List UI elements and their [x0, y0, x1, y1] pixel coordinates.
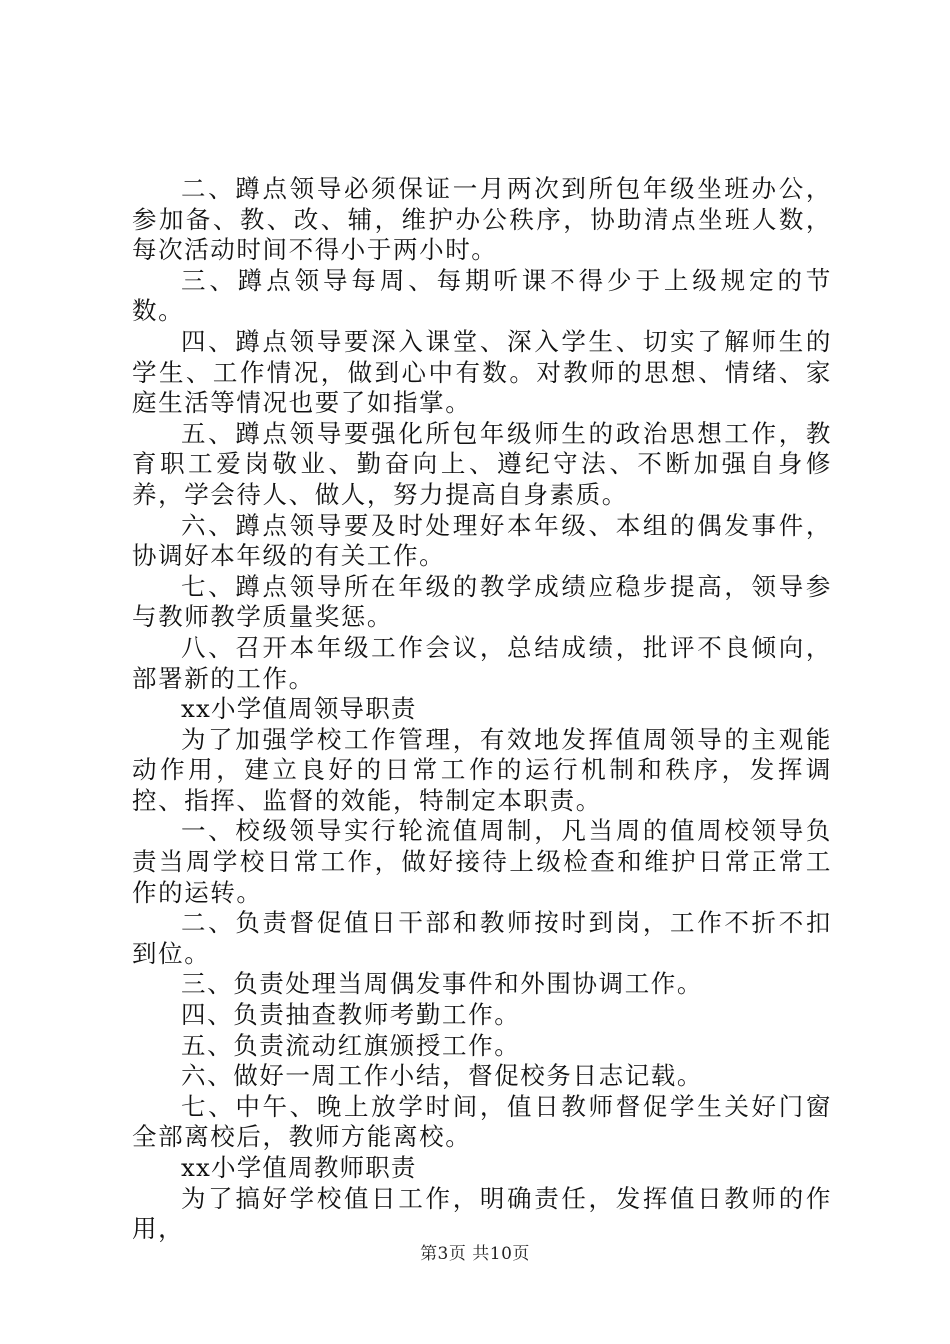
paragraph-leader-7: 七、中午、晚上放学时间，值日教师督促学生关好门窗全部离校后，教师方能离校。: [132, 1091, 832, 1152]
paragraph-leader-2: 二、负责督促值日干部和教师按时到岗，工作不折不扣到位。: [132, 908, 832, 968]
paragraph-leader-6: 六、做好一周工作小结，督促校务日志记载。: [181, 1061, 703, 1091]
paragraph-duty-6: 六、蹲点领导要及时处理好本年级、本组的偶发事件，协调好本年级的有关工作。: [132, 510, 832, 571]
paragraph-leader-intro: 为了加强学校工作管理，有效地发挥值周领导的主观能动作用，建立良好的日常工作的运行机制和秩序，发挥调控、指挥、监督的效能，特制定本职责。: [132, 724, 832, 815]
paragraph-leader-3: 三、负责处理当周偶发事件和外围协调工作。: [181, 969, 703, 999]
paragraph-leader-4: 四、负责抽查教师考勤工作。: [181, 1000, 521, 1030]
section-heading-weekly-teacher: xx小学值周教师职责: [181, 1153, 417, 1182]
document-body: [132, 174, 832, 1245]
paragraph-duty-2: 二、蹲点领导必须保证一月两次到所包年级坐班办公，参加备、教、改、辅，维护办公秩序，协助清点坐班人数，每次活动时间不得小于两小时。: [132, 174, 832, 265]
section-heading-weekly-leader: xx小学值周领导职责: [181, 694, 417, 724]
paragraph-duty-7: 七、蹲点领导所在年级的教学成绩应稳步提高，领导参与教师教学质量奖惩。: [132, 571, 832, 632]
paragraph-duty-4: 四、蹲点领导要深入课堂、深入学生、切实了解师生的学生、工作情况，做到心中有数。对教师的思想、情绪、家庭生活等情况也要了如指掌。: [132, 326, 832, 418]
paragraph-leader-5: 五、负责流动红旗颁授工作。: [181, 1030, 521, 1060]
page-footer: 第3页 共10页: [420, 1244, 530, 1264]
paragraph-duty-3: 三、蹲点领导每周、每期听课不得少于上级规定的节数。: [132, 265, 832, 326]
paragraph-leader-1: 一、校级领导实行轮流值周制，凡当周的值周校领导负责当周学校日常工作，做好接待上级检查和维护日常正常工作的运转。: [132, 816, 832, 907]
paragraph-duty-5: 五、蹲点领导要强化所包年级师生的政治思想工作，教育职工爱岗敬业、勤奋向上、遵纪守法、不断加强自身修养，学会待人、做人，努力提高自身素质。: [132, 418, 832, 509]
paragraph-teacher-intro: 为了搞好学校值日工作，明确责任，发挥值日教师的作用，: [132, 1183, 832, 1244]
paragraph-duty-8: 八、召开本年级工作会议，总结成绩，批评不良倾向，部署新的工作。: [132, 632, 832, 693]
